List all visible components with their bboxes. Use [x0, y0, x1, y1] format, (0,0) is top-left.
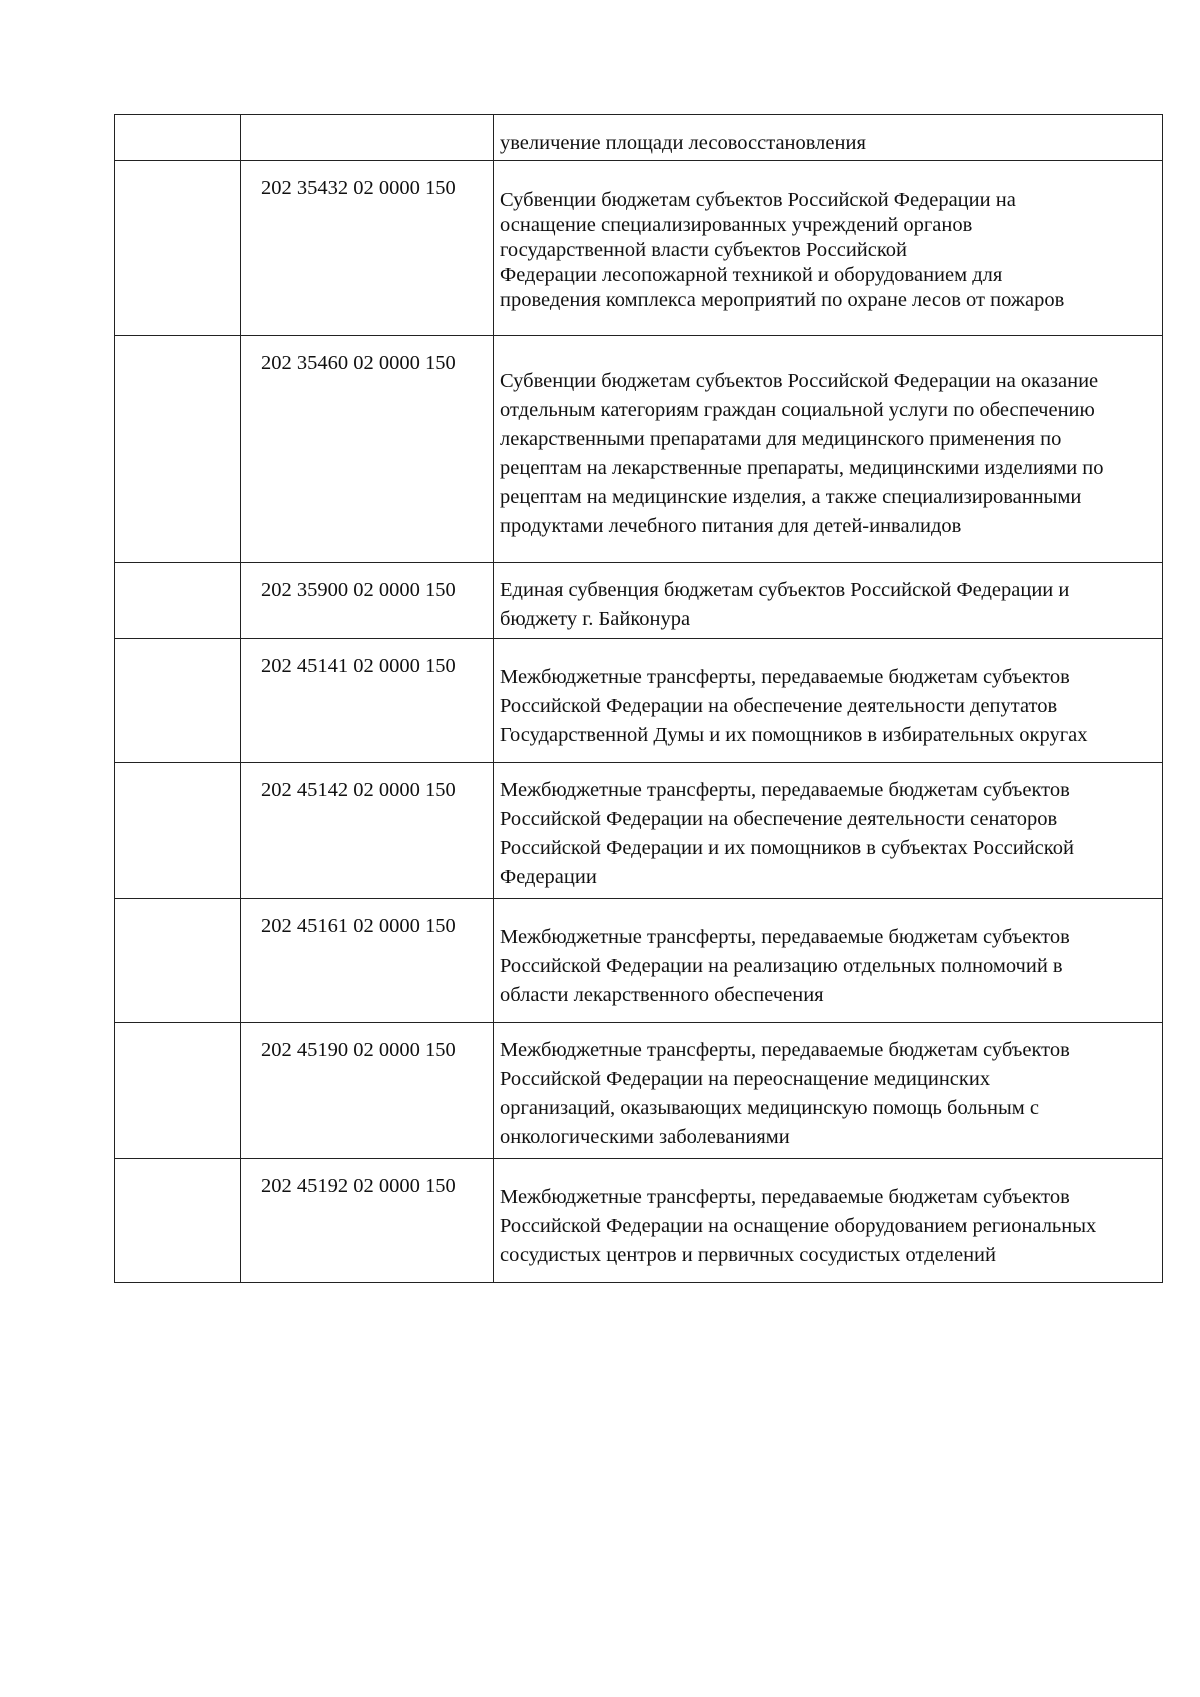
description-line: Российской Федерации на обеспечение деятельности депутатов [500, 695, 1058, 717]
description-line: увеличение площади лесовосстановления [500, 132, 866, 154]
description-line: Межбюджетные трансферты, передаваемые бюджетам субъектов [500, 1039, 1070, 1061]
description-line: Межбюджетные трансферты, передаваемые бюджетам субъектов [500, 666, 1070, 688]
code-cell: 202 45161 02 0000 150 [241, 899, 494, 1023]
code-cell: 202 45190 02 0000 150 [241, 1023, 494, 1159]
table-row [115, 115, 1163, 161]
description-line: лекарственными препаратами для медицинского применения по [500, 428, 1062, 450]
description-line: Межбюджетные трансферты, передаваемые бюджетам субъектов [500, 779, 1070, 801]
code-cell: 202 35432 02 0000 150 [241, 161, 494, 336]
number-cell [115, 899, 241, 1023]
description-cell [494, 763, 1163, 899]
table-row [115, 899, 1163, 1023]
table-row [115, 763, 1163, 899]
description-cell [494, 115, 1163, 161]
description-line: Субвенции бюджетам субъектов Российской Федерации на [500, 189, 1016, 211]
number-cell [115, 1023, 241, 1159]
description-line: Единая субвенция бюджетам субъектов Российской Федерации и [500, 579, 1070, 601]
description-line: Российской Федерации на оснащение оборудованием региональных [500, 1215, 1097, 1237]
code-cell: 202 45141 02 0000 150 [241, 639, 494, 763]
number-cell [115, 639, 241, 763]
description-line: онкологическими заболеваниями [500, 1126, 790, 1148]
description-line: бюджету г. Байконура [500, 608, 691, 630]
description-line: Государственной Думы и их помощников в избирательных округах [500, 724, 1088, 746]
number-cell [115, 161, 241, 336]
table-row [115, 1159, 1163, 1283]
description-line: Федерации [500, 866, 597, 888]
description-cell [494, 1159, 1163, 1283]
description-line: продуктами лечебного питания для детей-инвалидов [500, 515, 962, 537]
description-cell [494, 563, 1163, 639]
description-line: организаций, оказывающих медицинскую помощь больным с [500, 1097, 1039, 1119]
description-cell [494, 336, 1163, 563]
description-line: Российской Федерации на реализацию отдельных полномочий в [500, 955, 1063, 977]
number-cell [115, 763, 241, 899]
description-line: Российской Федерации на переоснащение медицинских [500, 1068, 991, 1090]
description-cell [494, 639, 1163, 763]
budget-codes-table [114, 114, 1163, 1283]
description-line: Российской Федерации и их помощников в субъектах Российской [500, 837, 1074, 859]
description-line: оснащение специализированных учреждений органов [500, 214, 973, 236]
description-cell [494, 161, 1163, 336]
description-line: Межбюджетные трансферты, передаваемые бюджетам субъектов [500, 926, 1070, 948]
description-line: Федерации лесопожарной техникой и оборудованием для [500, 264, 1003, 286]
description-line: отдельным категориям граждан социальной услуги по обеспечению [500, 399, 1095, 421]
code-cell: 202 45142 02 0000 150 [241, 763, 494, 899]
description-line: Субвенции бюджетам субъектов Российской Федерации на оказание [500, 370, 1099, 392]
description-line: Российской Федерации на обеспечение деятельности сенаторов [500, 808, 1058, 830]
table-row [115, 563, 1163, 639]
description-line: государственной власти субъектов Российской [500, 239, 908, 261]
code-cell: 202 45192 02 0000 150 [241, 1159, 494, 1283]
description-line: области лекарственного обеспечения [500, 984, 824, 1006]
number-cell [115, 563, 241, 639]
table-row [115, 1023, 1163, 1159]
table-row [115, 161, 1163, 336]
number-cell [115, 336, 241, 563]
description-line: рецептам на медицинские изделия, а также специализированными [500, 486, 1082, 508]
description-line: сосудистых центров и первичных сосудистых отделений [500, 1244, 996, 1266]
description-cell [494, 1023, 1163, 1159]
description-line: проведения комплекса мероприятий по охране лесов от пожаров [500, 289, 1065, 311]
number-cell [115, 1159, 241, 1283]
code-cell: 202 35900 02 0000 150 [241, 563, 494, 639]
description-line: рецептам на лекарственные препараты, медицинскими изделиями по [500, 457, 1104, 479]
number-cell [115, 115, 241, 161]
code-cell: 202 35460 02 0000 150 [241, 336, 494, 563]
table-row [115, 639, 1163, 763]
description-cell [494, 899, 1163, 1023]
description-line: Межбюджетные трансферты, передаваемые бюджетам субъектов [500, 1186, 1070, 1208]
table-row [115, 336, 1163, 563]
code-cell [241, 115, 494, 161]
